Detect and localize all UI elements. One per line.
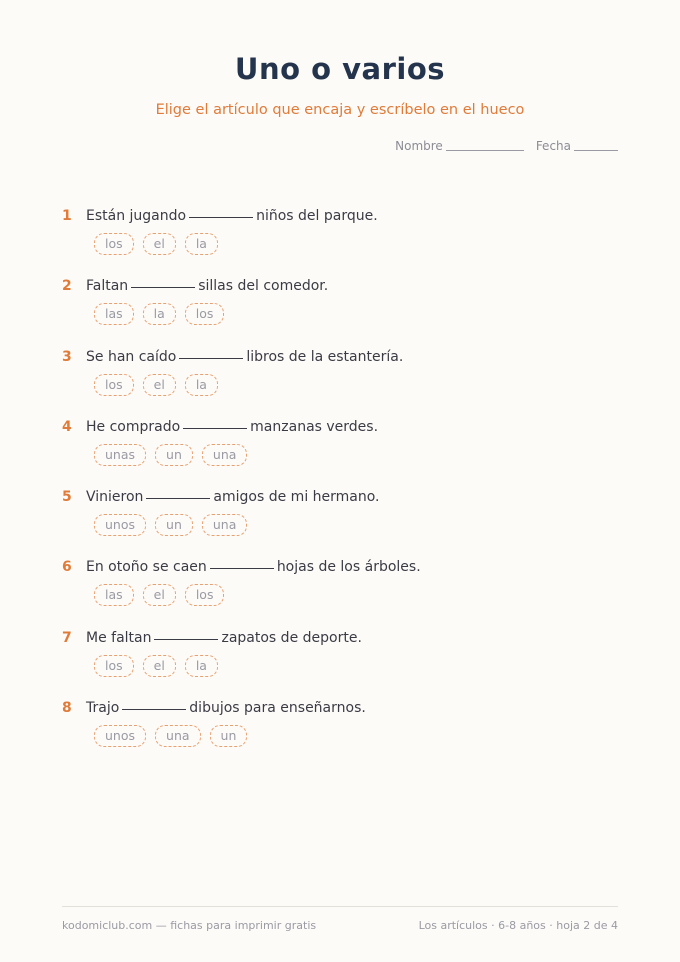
article-option[interactable]: la: [185, 233, 218, 255]
footer-site: kodomiclub.com — fichas para imprimir gratis: [62, 919, 317, 932]
sentence-after: dibujos para enseñarnos.: [189, 700, 366, 717]
sentence-after: zapatos de deporte.: [221, 629, 362, 646]
sentence-before: Se han caído: [86, 348, 177, 365]
answer-blank[interactable]: [189, 216, 253, 218]
option-group: [94, 233, 218, 255]
answer-blank[interactable]: [183, 427, 247, 429]
article-option[interactable]: unos: [94, 725, 146, 747]
item-number: 1: [62, 208, 72, 224]
article-option[interactable]: un: [210, 725, 248, 747]
exercise-list: [62, 206, 622, 768]
article-option[interactable]: las: [94, 303, 134, 325]
article-option[interactable]: el: [143, 655, 176, 677]
exercise-item: [62, 347, 622, 417]
article-option[interactable]: los: [94, 374, 134, 396]
page-subtitle: Elige el artículo que encaja y escríbelo en el hueco: [155, 102, 525, 118]
answer-blank[interactable]: [210, 567, 274, 569]
article-option[interactable]: la: [143, 303, 176, 325]
article-option[interactable]: las: [94, 584, 134, 606]
option-group: [94, 514, 247, 536]
date-field[interactable]: [574, 149, 618, 151]
exercise-sentence: [62, 417, 622, 437]
article-option[interactable]: una: [202, 514, 248, 536]
item-number: 8: [62, 700, 72, 717]
option-group: [94, 584, 224, 606]
article-option[interactable]: el: [143, 374, 176, 396]
sentence-after: sillas del comedor.: [198, 278, 329, 295]
exercise-item: [62, 487, 622, 557]
name-date-fields: [395, 139, 618, 153]
sentence-after: niños del parque.: [256, 208, 378, 224]
exercise-item: [62, 276, 622, 346]
answer-blank[interactable]: [146, 497, 210, 499]
option-group: [94, 725, 247, 747]
item-number: 7: [62, 629, 72, 646]
item-number: 4: [62, 418, 72, 435]
exercise-sentence: [62, 628, 622, 648]
sentence-after: manzanas verdes.: [250, 418, 379, 435]
article-option[interactable]: los: [94, 655, 134, 677]
article-option[interactable]: una: [155, 725, 201, 747]
exercise-item: [62, 417, 622, 487]
article-option[interactable]: una: [202, 444, 248, 466]
article-option[interactable]: los: [185, 303, 225, 325]
article-option[interactable]: los: [185, 584, 225, 606]
footer-divider: [62, 906, 618, 907]
exercise-sentence: [62, 698, 622, 718]
sentence-before: Están jugando: [86, 208, 187, 224]
article-option[interactable]: unos: [94, 514, 146, 536]
article-option[interactable]: la: [185, 655, 218, 677]
exercise-sentence: [62, 347, 622, 367]
sentence-before: Trajo: [86, 700, 120, 717]
sentence-before: He comprado: [86, 418, 181, 435]
sentence-after: hojas de los árboles.: [276, 559, 421, 576]
article-option[interactable]: el: [143, 584, 176, 606]
answer-blank[interactable]: [122, 708, 186, 710]
item-number: 2: [62, 278, 72, 295]
item-number: 5: [62, 489, 72, 506]
exercise-item: [62, 206, 622, 276]
sentence-before: Me faltan: [86, 629, 152, 646]
answer-blank[interactable]: [131, 286, 195, 288]
footer-info: Los artículos · 6-8 años · hoja 2 de 4: [418, 919, 618, 932]
exercise-item: [62, 698, 622, 768]
answer-blank[interactable]: [179, 357, 243, 359]
option-group: [94, 444, 247, 466]
sentence-after: libros de la estantería.: [246, 348, 404, 365]
article-option[interactable]: los: [94, 233, 134, 255]
exercise-item: [62, 628, 622, 698]
sentence-before: En otoño se caen: [86, 559, 207, 576]
answer-blank[interactable]: [154, 638, 218, 640]
option-group: [94, 655, 218, 677]
exercise-sentence: [62, 206, 622, 226]
exercise-sentence: [62, 487, 622, 507]
page-title: Uno o varios: [234, 52, 446, 86]
exercise-sentence: [62, 276, 622, 296]
sentence-after: amigos de mi hermano.: [213, 489, 380, 506]
exercise-item: [62, 557, 622, 627]
article-option[interactable]: la: [185, 374, 218, 396]
item-number: 6: [62, 559, 72, 576]
item-number: 3: [62, 348, 72, 365]
name-field[interactable]: [446, 149, 524, 151]
option-group: [94, 374, 218, 396]
exercise-sentence: [62, 557, 622, 577]
option-group: [94, 303, 224, 325]
sentence-before: Faltan: [86, 278, 129, 295]
article-option[interactable]: el: [143, 233, 176, 255]
sentence-before: Vinieron: [86, 489, 144, 506]
article-option[interactable]: un: [155, 514, 193, 536]
article-option[interactable]: un: [155, 444, 193, 466]
name-label: Nombre: [395, 139, 443, 153]
article-option[interactable]: unas: [94, 444, 146, 466]
date-label: Fecha: [535, 139, 571, 153]
